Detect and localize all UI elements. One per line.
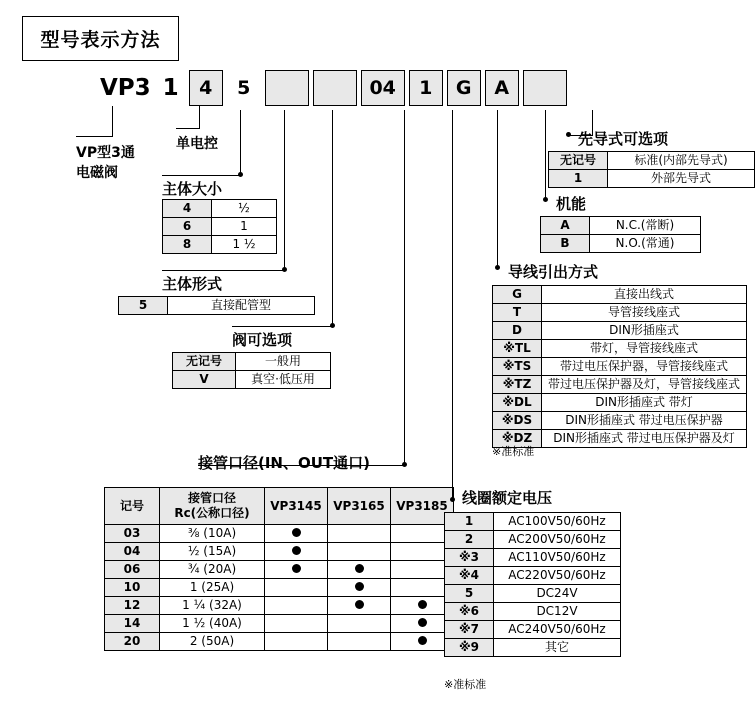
table-row (493, 394, 747, 412)
model-code-row (98, 70, 571, 106)
lead-key-3: ※TL (493, 340, 542, 358)
function-key-1: B (541, 235, 590, 253)
port-header-vp3145: VP3145 (265, 488, 328, 525)
body-size-val-2: 1 ½ (212, 236, 277, 254)
body-size-key-0: 4 (163, 200, 212, 218)
function-label: 机能 (556, 195, 587, 213)
table-row (163, 218, 277, 236)
port-size-0: ⅜ (10A) (160, 525, 265, 543)
voltage-val-6: AC240V50/60Hz (494, 621, 621, 639)
coil-voltage-label: 线圈额定电压 (462, 489, 553, 507)
port-mark-4-2 (328, 597, 391, 615)
single-solenoid-label: 单电控 (176, 136, 218, 152)
port-key-5: 14 (105, 615, 160, 633)
lead-key-8: ※DZ (493, 430, 542, 448)
lead-key-0: G (493, 286, 542, 304)
table-row (445, 585, 621, 603)
lead-key-5: ※TZ (493, 376, 542, 394)
leader-solenoid-v (199, 106, 200, 128)
leader-bodyform-dot (282, 267, 287, 272)
port-mark-6-1 (265, 633, 328, 651)
leader-voltage-v (452, 110, 453, 500)
voltage-key-4: 5 (445, 585, 494, 603)
port-size-2: ¾ (20A) (160, 561, 265, 579)
leader-port-dot (402, 462, 407, 467)
valve-option-val-1: 真空·低压用 (236, 371, 331, 389)
voltage-key-1: 2 (445, 531, 494, 549)
leader-valveopt-h (232, 326, 333, 327)
port-mark-5-1 (265, 615, 328, 633)
table-row (445, 531, 621, 549)
table-row (541, 217, 701, 235)
pilot-key-0: 无记号 (549, 152, 608, 170)
lead-wire-table (492, 285, 747, 448)
voltage-key-2: ※3 (445, 549, 494, 567)
port-header-size (160, 488, 265, 525)
leader-vp3-v (112, 106, 113, 136)
leader-voltage-dot (450, 497, 455, 502)
code-cell-function: A (485, 70, 519, 106)
table-row (493, 340, 747, 358)
voltage-val-7: 其它 (494, 639, 621, 657)
lead-val-8: DIN形插座式 带过电压保护器及灯 (542, 430, 747, 448)
port-size-3: 1 (25A) (160, 579, 265, 597)
lead-val-6: DIN形插座式 带灯 (542, 394, 747, 412)
valve-option-val-0: 一般用 (236, 353, 331, 371)
table-row (549, 170, 755, 188)
pilot-val-1: 外部先导式 (608, 170, 755, 188)
leader-function-v (545, 110, 546, 200)
lead-val-7: DIN形插座式 带过电压保护器 (542, 412, 747, 430)
voltage-val-5: DC12V (494, 603, 621, 621)
port-size-6: 2 (50A) (160, 633, 265, 651)
port-mark-2-1 (265, 561, 328, 579)
code-cell-voltage: 1 (409, 70, 443, 106)
port-mark-1-1 (265, 543, 328, 561)
voltage-key-7: ※9 (445, 639, 494, 657)
code-cell-04: 04 (361, 70, 405, 106)
valve-option-key-1: V (173, 371, 236, 389)
lead-semi-standard-note: ※准标准 (492, 445, 535, 458)
port-key-1: 04 (105, 543, 160, 561)
table-row (105, 615, 454, 633)
lead-val-3: 带灯，导管接线座式 (542, 340, 747, 358)
voltage-val-2: AC110V50/60Hz (494, 549, 621, 567)
valve-type-line2: 电磁阀 (76, 165, 118, 181)
lead-key-1: T (493, 304, 542, 322)
table-row (105, 561, 454, 579)
code-cell-lead: G (447, 70, 481, 106)
code-cell-vp3: VP3 (98, 70, 153, 106)
lead-val-5: 带过电压保护器及灯，导管接线座式 (542, 376, 747, 394)
port-size-5: 1 ½ (40A) (160, 615, 265, 633)
pilot-key-1: 1 (549, 170, 608, 188)
table-row (105, 597, 454, 615)
code-cell-5: 5 (227, 70, 261, 106)
voltage-key-5: ※6 (445, 603, 494, 621)
page-title (22, 16, 179, 61)
port-header-size-line2: Rc(公称口径) (174, 506, 250, 520)
port-header-vp3185: VP3185 (391, 488, 454, 525)
voltage-key-0: 1 (445, 513, 494, 531)
page-title-text: 型号表示方法 (40, 29, 161, 51)
body-form-key-0: 5 (119, 297, 168, 315)
table-row (493, 286, 747, 304)
port-mark-1-2 (328, 543, 391, 561)
leader-valveopt-v (332, 110, 333, 326)
leader-bodysize-dot (238, 172, 243, 177)
leader-valveopt-dot (330, 323, 335, 328)
leader-solenoid-h (176, 128, 200, 129)
body-size-val-0: ½ (212, 200, 277, 218)
port-key-0: 03 (105, 525, 160, 543)
lead-key-2: D (493, 322, 542, 340)
table-row (445, 639, 621, 657)
pilot-option-table (548, 151, 755, 188)
port-mark-3-1 (265, 579, 328, 597)
table-row (105, 543, 454, 561)
leader-port-v (404, 110, 405, 465)
valve-type-label (76, 142, 135, 182)
table-row (163, 200, 277, 218)
port-size-4: 1 ¼ (32A) (160, 597, 265, 615)
leader-lead-v (497, 110, 498, 268)
function-table (540, 216, 701, 253)
port-key-3: 10 (105, 579, 160, 597)
lead-val-4: 带过电压保护器，导管接线座式 (542, 358, 747, 376)
pilot-option-label: 先导式可选项 (578, 130, 669, 148)
port-mark-0-1 (265, 525, 328, 543)
voltage-val-1: AC200V50/60Hz (494, 531, 621, 549)
port-key-2: 06 (105, 561, 160, 579)
voltage-val-0: AC100V50/60Hz (494, 513, 621, 531)
table-row (445, 603, 621, 621)
leader-function-dot (543, 197, 548, 202)
table-row (105, 525, 454, 543)
function-val-0: N.C.(常断) (590, 217, 701, 235)
leader-lead-dot (495, 265, 500, 270)
valve-option-key-0: 无记号 (173, 353, 236, 371)
table-row (541, 235, 701, 253)
table-row (493, 376, 747, 394)
body-form-label: 主体形式 (162, 275, 223, 293)
port-header-vp3165: VP3165 (328, 488, 391, 525)
body-form-table (118, 296, 315, 315)
function-key-0: A (541, 217, 590, 235)
lead-key-6: ※DL (493, 394, 542, 412)
port-mark-4-1 (265, 597, 328, 615)
lead-val-1: 导管接线座式 (542, 304, 747, 322)
port-mark-6-2 (328, 633, 391, 651)
body-size-val-1: 1 (212, 218, 277, 236)
table-row (163, 236, 277, 254)
body-size-key-1: 6 (163, 218, 212, 236)
port-size-1: ½ (15A) (160, 543, 265, 561)
port-size-table (104, 487, 454, 651)
coil-voltage-table (444, 512, 621, 657)
port-mark-2-2 (328, 561, 391, 579)
table-row (493, 412, 747, 430)
valve-option-label: 阀可选项 (232, 331, 293, 349)
table-row (119, 297, 315, 315)
valve-type-line1: VP型3通 (76, 145, 135, 161)
table-row (493, 322, 747, 340)
code-cell-blank2 (313, 70, 357, 106)
code-cell-pilot (523, 70, 567, 106)
lead-key-7: ※DS (493, 412, 542, 430)
port-header-mark: 记号 (105, 488, 160, 525)
leader-pilot-dot (566, 132, 571, 137)
body-size-key-2: 8 (163, 236, 212, 254)
lead-val-0: 直接出线式 (542, 286, 747, 304)
voltage-key-3: ※4 (445, 567, 494, 585)
body-size-label: 主体大小 (162, 180, 223, 198)
table-row (445, 621, 621, 639)
table-row (493, 358, 747, 376)
body-size-table (162, 199, 277, 254)
leader-bodysize-h (162, 175, 241, 176)
lead-key-4: ※TS (493, 358, 542, 376)
code-cell-4: 4 (189, 70, 223, 106)
table-header-row (105, 488, 454, 525)
table-row (445, 513, 621, 531)
port-header-size-line1: 接管口径 (187, 491, 236, 505)
lead-val-2: DIN形插座式 (542, 322, 747, 340)
pilot-val-0: 标准(内部先导式) (608, 152, 755, 170)
leader-vp3-h (76, 136, 113, 137)
table-row (105, 633, 454, 651)
voltage-semi-standard-note: ※准标准 (444, 678, 487, 691)
port-mark-3-2 (328, 579, 391, 597)
leader-bodysize-v (240, 110, 241, 175)
valve-option-table (172, 352, 331, 389)
port-size-label: 接管口径(IN、OUT通口) (198, 454, 371, 472)
function-val-1: N.O.(常通) (590, 235, 701, 253)
lead-wire-label: 导线引出方式 (508, 263, 599, 281)
table-row (173, 353, 331, 371)
port-key-6: 20 (105, 633, 160, 651)
table-row (445, 549, 621, 567)
table-row (493, 304, 747, 322)
voltage-val-4: DC24V (494, 585, 621, 603)
code-cell-blank1 (265, 70, 309, 106)
voltage-key-6: ※7 (445, 621, 494, 639)
table-row (445, 567, 621, 585)
leader-bodyform-h (162, 270, 285, 271)
port-mark-0-2 (328, 525, 391, 543)
port-key-4: 12 (105, 597, 160, 615)
table-row (549, 152, 755, 170)
body-form-val-0: 直接配管型 (168, 297, 315, 315)
table-row (105, 579, 454, 597)
leader-bodyform-v (284, 110, 285, 270)
voltage-val-3: AC220V50/60Hz (494, 567, 621, 585)
port-mark-5-2 (328, 615, 391, 633)
table-row (173, 371, 331, 389)
code-cell-1: 1 (161, 70, 181, 106)
